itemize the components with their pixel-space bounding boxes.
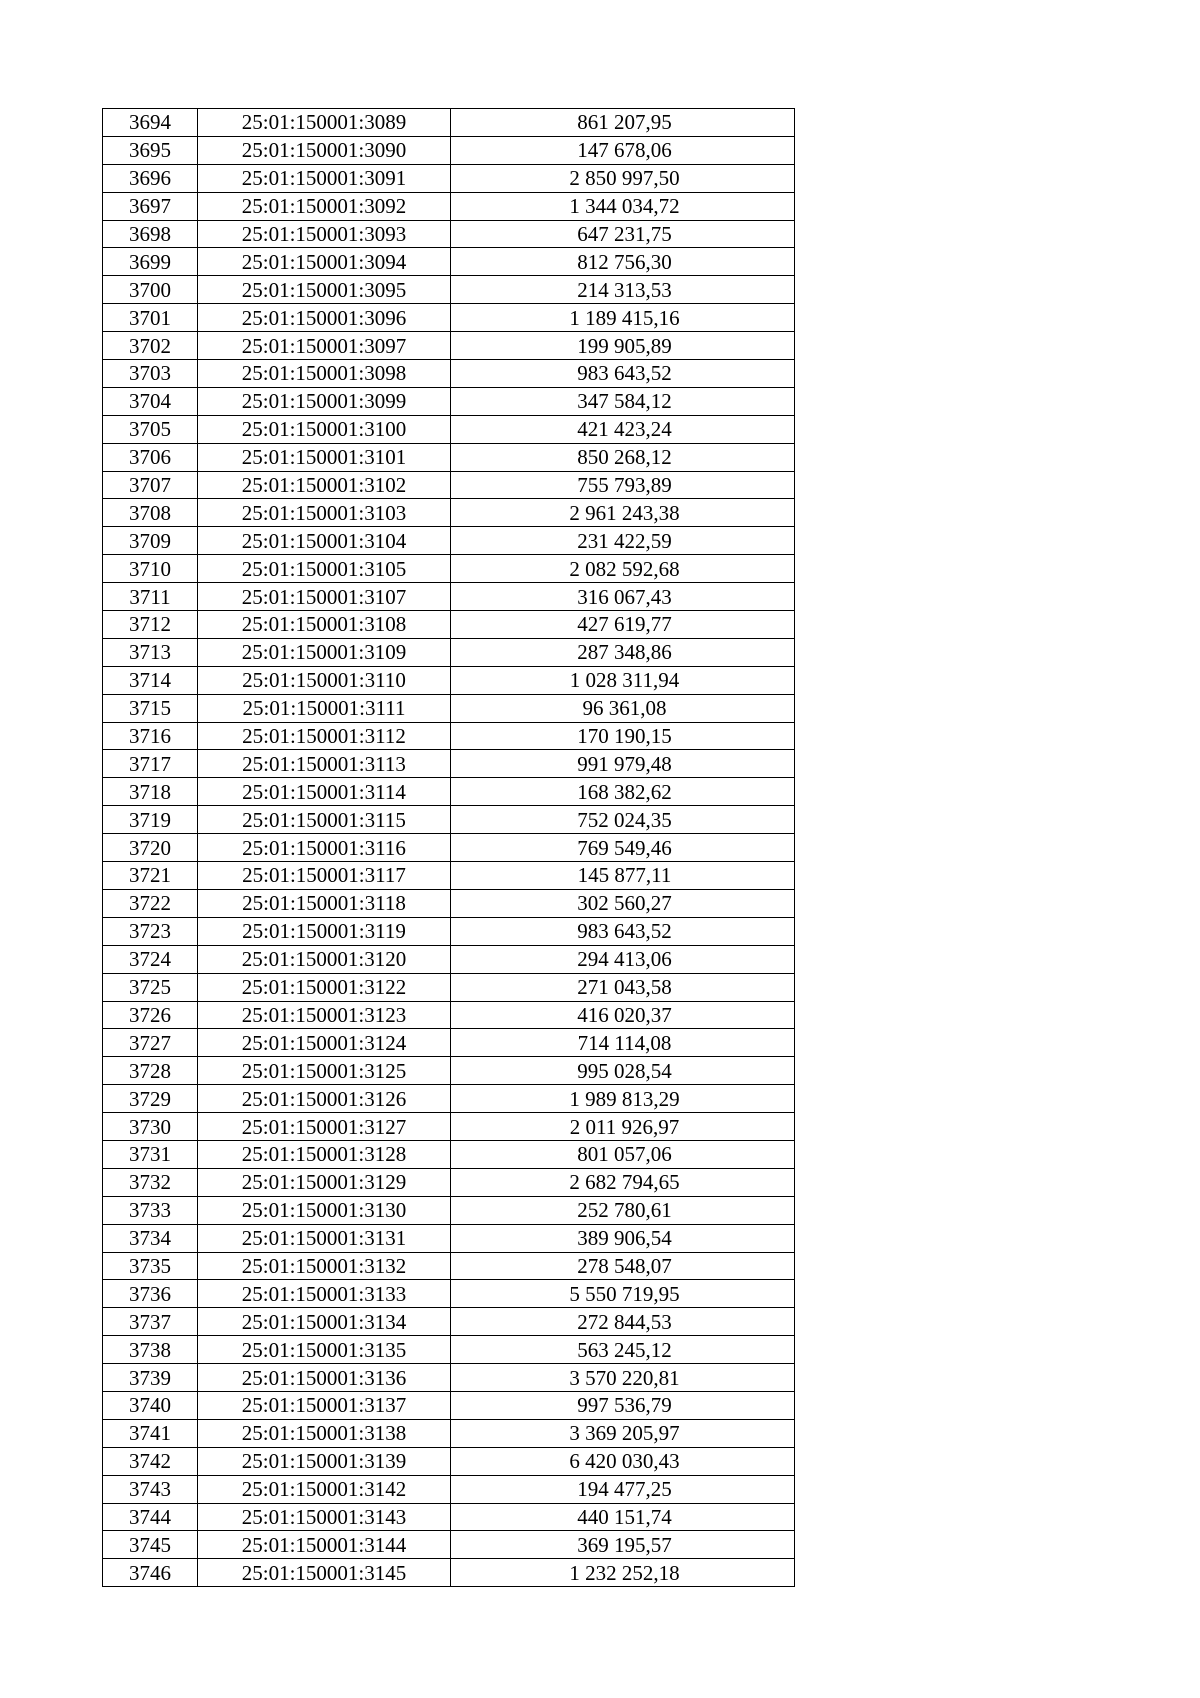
table-row xyxy=(103,471,795,499)
table-row xyxy=(103,360,795,388)
cadastral-value-cell: 2 682 794,65 xyxy=(451,1168,795,1196)
cadastral-value-table xyxy=(102,108,795,1587)
cadastral-number-cell: 25:01:150001:3102 xyxy=(198,471,451,499)
table-row xyxy=(103,611,795,639)
row-number-cell: 3728 xyxy=(103,1057,198,1085)
cadastral-number-cell: 25:01:150001:3115 xyxy=(198,806,451,834)
cadastral-number-cell: 25:01:150001:3122 xyxy=(198,973,451,1001)
table-row xyxy=(103,304,795,332)
table-row xyxy=(103,1001,795,1029)
cadastral-number-cell: 25:01:150001:3098 xyxy=(198,360,451,388)
cadastral-value-cell: 294 413,06 xyxy=(451,945,795,973)
table-row xyxy=(103,1280,795,1308)
table-row xyxy=(103,778,795,806)
row-number-cell: 3694 xyxy=(103,109,198,137)
table-row xyxy=(103,1085,795,1113)
table-row xyxy=(103,1364,795,1392)
row-number-cell: 3710 xyxy=(103,555,198,583)
cadastral-number-cell: 25:01:150001:3145 xyxy=(198,1559,451,1587)
cadastral-value-cell: 1 232 252,18 xyxy=(451,1559,795,1587)
table-row xyxy=(103,1503,795,1531)
row-number-cell: 3702 xyxy=(103,332,198,360)
cadastral-value-cell: 983 643,52 xyxy=(451,917,795,945)
table-row xyxy=(103,415,795,443)
cadastral-number-cell: 25:01:150001:3143 xyxy=(198,1503,451,1531)
table-row xyxy=(103,1447,795,1475)
cadastral-value-cell: 2 850 997,50 xyxy=(451,164,795,192)
cadastral-value-cell: 2 082 592,68 xyxy=(451,555,795,583)
table-row xyxy=(103,443,795,471)
table-row xyxy=(103,973,795,1001)
cadastral-number-cell: 25:01:150001:3104 xyxy=(198,527,451,555)
cadastral-value-cell: 995 028,54 xyxy=(451,1057,795,1085)
row-number-cell: 3714 xyxy=(103,666,198,694)
cadastral-value-cell: 647 231,75 xyxy=(451,220,795,248)
table-row xyxy=(103,1029,795,1057)
cadastral-value-cell: 2 961 243,38 xyxy=(451,499,795,527)
cadastral-value-cell: 214 313,53 xyxy=(451,276,795,304)
row-number-cell: 3712 xyxy=(103,611,198,639)
cadastral-number-cell: 25:01:150001:3128 xyxy=(198,1140,451,1168)
row-number-cell: 3731 xyxy=(103,1140,198,1168)
table-row xyxy=(103,332,795,360)
cadastral-number-cell: 25:01:150001:3093 xyxy=(198,220,451,248)
cadastral-number-cell: 25:01:150001:3144 xyxy=(198,1531,451,1559)
cadastral-number-cell: 25:01:150001:3100 xyxy=(198,415,451,443)
row-number-cell: 3715 xyxy=(103,694,198,722)
row-number-cell: 3711 xyxy=(103,583,198,611)
cadastral-value-cell: 755 793,89 xyxy=(451,471,795,499)
row-number-cell: 3736 xyxy=(103,1280,198,1308)
cadastral-number-cell: 25:01:150001:3111 xyxy=(198,694,451,722)
cadastral-number-cell: 25:01:150001:3096 xyxy=(198,304,451,332)
table-row xyxy=(103,889,795,917)
row-number-cell: 3740 xyxy=(103,1391,198,1419)
cadastral-value-cell: 1 989 813,29 xyxy=(451,1085,795,1113)
cadastral-value-cell: 231 422,59 xyxy=(451,527,795,555)
cadastral-number-cell: 25:01:150001:3134 xyxy=(198,1308,451,1336)
cadastral-value-cell: 389 906,54 xyxy=(451,1224,795,1252)
table-body xyxy=(103,109,795,1587)
table-row xyxy=(103,1391,795,1419)
cadastral-number-cell: 25:01:150001:3090 xyxy=(198,136,451,164)
row-number-cell: 3696 xyxy=(103,164,198,192)
table-row xyxy=(103,1419,795,1447)
cadastral-value-cell: 769 549,46 xyxy=(451,834,795,862)
table-row xyxy=(103,527,795,555)
row-number-cell: 3718 xyxy=(103,778,198,806)
cadastral-value-cell: 850 268,12 xyxy=(451,443,795,471)
cadastral-number-cell: 25:01:150001:3089 xyxy=(198,109,451,137)
cadastral-number-cell: 25:01:150001:3118 xyxy=(198,889,451,917)
row-number-cell: 3703 xyxy=(103,360,198,388)
cadastral-value-cell: 440 151,74 xyxy=(451,1503,795,1531)
table-row xyxy=(103,1475,795,1503)
cadastral-value-cell: 6 420 030,43 xyxy=(451,1447,795,1475)
row-number-cell: 3721 xyxy=(103,862,198,890)
row-number-cell: 3742 xyxy=(103,1447,198,1475)
row-number-cell: 3738 xyxy=(103,1336,198,1364)
table-row xyxy=(103,1057,795,1085)
table-row xyxy=(103,248,795,276)
cadastral-number-cell: 25:01:150001:3132 xyxy=(198,1252,451,1280)
row-number-cell: 3709 xyxy=(103,527,198,555)
row-number-cell: 3695 xyxy=(103,136,198,164)
cadastral-value-cell: 145 877,11 xyxy=(451,862,795,890)
table-row xyxy=(103,666,795,694)
table-row xyxy=(103,750,795,778)
cadastral-number-cell: 25:01:150001:3137 xyxy=(198,1391,451,1419)
cadastral-number-cell: 25:01:150001:3139 xyxy=(198,1447,451,1475)
cadastral-value-cell: 861 207,95 xyxy=(451,109,795,137)
cadastral-number-cell: 25:01:150001:3108 xyxy=(198,611,451,639)
cadastral-number-cell: 25:01:150001:3095 xyxy=(198,276,451,304)
row-number-cell: 3700 xyxy=(103,276,198,304)
cadastral-number-cell: 25:01:150001:3138 xyxy=(198,1419,451,1447)
row-number-cell: 3706 xyxy=(103,443,198,471)
table-row xyxy=(103,694,795,722)
cadastral-value-cell: 714 114,08 xyxy=(451,1029,795,1057)
table-row xyxy=(103,583,795,611)
cadastral-value-cell: 416 020,37 xyxy=(451,1001,795,1029)
table-row xyxy=(103,1308,795,1336)
table-row xyxy=(103,387,795,415)
table-row xyxy=(103,945,795,973)
table-row xyxy=(103,276,795,304)
row-number-cell: 3725 xyxy=(103,973,198,1001)
cadastral-value-cell: 563 245,12 xyxy=(451,1336,795,1364)
table-row xyxy=(103,834,795,862)
table-row xyxy=(103,109,795,137)
table-row xyxy=(103,1196,795,1224)
cadastral-value-cell: 272 844,53 xyxy=(451,1308,795,1336)
cadastral-number-cell: 25:01:150001:3126 xyxy=(198,1085,451,1113)
cadastral-value-cell: 801 057,06 xyxy=(451,1140,795,1168)
cadastral-number-cell: 25:01:150001:3135 xyxy=(198,1336,451,1364)
row-number-cell: 3746 xyxy=(103,1559,198,1587)
row-number-cell: 3733 xyxy=(103,1196,198,1224)
cadastral-value-cell: 271 043,58 xyxy=(451,973,795,1001)
row-number-cell: 3713 xyxy=(103,638,198,666)
table-row xyxy=(103,1531,795,1559)
cadastral-value-cell: 812 756,30 xyxy=(451,248,795,276)
row-number-cell: 3704 xyxy=(103,387,198,415)
table-row xyxy=(103,164,795,192)
cadastral-number-cell: 25:01:150001:3092 xyxy=(198,192,451,220)
row-number-cell: 3739 xyxy=(103,1364,198,1392)
cadastral-value-cell: 991 979,48 xyxy=(451,750,795,778)
cadastral-number-cell: 25:01:150001:3123 xyxy=(198,1001,451,1029)
table-row xyxy=(103,1113,795,1141)
cadastral-number-cell: 25:01:150001:3105 xyxy=(198,555,451,583)
table-row xyxy=(103,638,795,666)
cadastral-number-cell: 25:01:150001:3101 xyxy=(198,443,451,471)
table-row xyxy=(103,192,795,220)
cadastral-number-cell: 25:01:150001:3114 xyxy=(198,778,451,806)
row-number-cell: 3726 xyxy=(103,1001,198,1029)
row-number-cell: 3719 xyxy=(103,806,198,834)
cadastral-value-cell: 1 189 415,16 xyxy=(451,304,795,332)
cadastral-value-cell: 199 905,89 xyxy=(451,332,795,360)
cadastral-number-cell: 25:01:150001:3116 xyxy=(198,834,451,862)
row-number-cell: 3701 xyxy=(103,304,198,332)
cadastral-number-cell: 25:01:150001:3124 xyxy=(198,1029,451,1057)
row-number-cell: 3708 xyxy=(103,499,198,527)
cadastral-number-cell: 25:01:150001:3097 xyxy=(198,332,451,360)
cadastral-number-cell: 25:01:150001:3112 xyxy=(198,722,451,750)
row-number-cell: 3729 xyxy=(103,1085,198,1113)
table-row xyxy=(103,220,795,248)
table-row xyxy=(103,1559,795,1587)
table-row xyxy=(103,1336,795,1364)
cadastral-number-cell: 25:01:150001:3091 xyxy=(198,164,451,192)
row-number-cell: 3734 xyxy=(103,1224,198,1252)
cadastral-number-cell: 25:01:150001:3117 xyxy=(198,862,451,890)
row-number-cell: 3732 xyxy=(103,1168,198,1196)
table-row xyxy=(103,1140,795,1168)
row-number-cell: 3717 xyxy=(103,750,198,778)
cadastral-number-cell: 25:01:150001:3099 xyxy=(198,387,451,415)
row-number-cell: 3743 xyxy=(103,1475,198,1503)
cadastral-number-cell: 25:01:150001:3119 xyxy=(198,917,451,945)
cadastral-value-cell: 96 361,08 xyxy=(451,694,795,722)
cadastral-number-cell: 25:01:150001:3103 xyxy=(198,499,451,527)
cadastral-value-cell: 278 548,07 xyxy=(451,1252,795,1280)
cadastral-value-cell: 983 643,52 xyxy=(451,360,795,388)
row-number-cell: 3705 xyxy=(103,415,198,443)
table-row xyxy=(103,555,795,583)
cadastral-number-cell: 25:01:150001:3136 xyxy=(198,1364,451,1392)
table-row xyxy=(103,722,795,750)
cadastral-value-cell: 1 344 034,72 xyxy=(451,192,795,220)
row-number-cell: 3699 xyxy=(103,248,198,276)
row-number-cell: 3722 xyxy=(103,889,198,917)
row-number-cell: 3723 xyxy=(103,917,198,945)
table-row xyxy=(103,917,795,945)
row-number-cell: 3698 xyxy=(103,220,198,248)
cadastral-number-cell: 25:01:150001:3129 xyxy=(198,1168,451,1196)
cadastral-value-cell: 752 024,35 xyxy=(451,806,795,834)
cadastral-number-cell: 25:01:150001:3107 xyxy=(198,583,451,611)
row-number-cell: 3716 xyxy=(103,722,198,750)
cadastral-value-cell: 252 780,61 xyxy=(451,1196,795,1224)
cadastral-value-cell: 194 477,25 xyxy=(451,1475,795,1503)
row-number-cell: 3720 xyxy=(103,834,198,862)
table-row xyxy=(103,1224,795,1252)
table-row xyxy=(103,136,795,164)
row-number-cell: 3730 xyxy=(103,1113,198,1141)
row-number-cell: 3745 xyxy=(103,1531,198,1559)
row-number-cell: 3741 xyxy=(103,1419,198,1447)
cadastral-value-cell: 302 560,27 xyxy=(451,889,795,917)
table-row xyxy=(103,862,795,890)
cadastral-value-cell: 369 195,57 xyxy=(451,1531,795,1559)
cadastral-value-cell: 3 570 220,81 xyxy=(451,1364,795,1392)
cadastral-number-cell: 25:01:150001:3130 xyxy=(198,1196,451,1224)
cadastral-value-cell: 1 028 311,94 xyxy=(451,666,795,694)
cadastral-value-cell: 170 190,15 xyxy=(451,722,795,750)
table-row xyxy=(103,806,795,834)
cadastral-value-cell: 3 369 205,97 xyxy=(451,1419,795,1447)
row-number-cell: 3737 xyxy=(103,1308,198,1336)
cadastral-number-cell: 25:01:150001:3113 xyxy=(198,750,451,778)
cadastral-value-cell: 168 382,62 xyxy=(451,778,795,806)
row-number-cell: 3707 xyxy=(103,471,198,499)
cadastral-value-cell: 997 536,79 xyxy=(451,1391,795,1419)
cadastral-number-cell: 25:01:150001:3110 xyxy=(198,666,451,694)
cadastral-number-cell: 25:01:150001:3120 xyxy=(198,945,451,973)
cadastral-number-cell: 25:01:150001:3109 xyxy=(198,638,451,666)
cadastral-value-cell: 2 011 926,97 xyxy=(451,1113,795,1141)
cadastral-value-cell: 347 584,12 xyxy=(451,387,795,415)
cadastral-value-cell: 287 348,86 xyxy=(451,638,795,666)
row-number-cell: 3735 xyxy=(103,1252,198,1280)
table-row xyxy=(103,1252,795,1280)
table-row xyxy=(103,499,795,527)
cadastral-number-cell: 25:01:150001:3142 xyxy=(198,1475,451,1503)
cadastral-number-cell: 25:01:150001:3131 xyxy=(198,1224,451,1252)
row-number-cell: 3697 xyxy=(103,192,198,220)
table-row xyxy=(103,1168,795,1196)
cadastral-number-cell: 25:01:150001:3094 xyxy=(198,248,451,276)
cadastral-number-cell: 25:01:150001:3127 xyxy=(198,1113,451,1141)
row-number-cell: 3724 xyxy=(103,945,198,973)
cadastral-value-cell: 316 067,43 xyxy=(451,583,795,611)
cadastral-value-cell: 5 550 719,95 xyxy=(451,1280,795,1308)
cadastral-number-cell: 25:01:150001:3125 xyxy=(198,1057,451,1085)
row-number-cell: 3727 xyxy=(103,1029,198,1057)
cadastral-value-cell: 147 678,06 xyxy=(451,136,795,164)
cadastral-number-cell: 25:01:150001:3133 xyxy=(198,1280,451,1308)
cadastral-value-cell: 421 423,24 xyxy=(451,415,795,443)
cadastral-value-cell: 427 619,77 xyxy=(451,611,795,639)
row-number-cell: 3744 xyxy=(103,1503,198,1531)
